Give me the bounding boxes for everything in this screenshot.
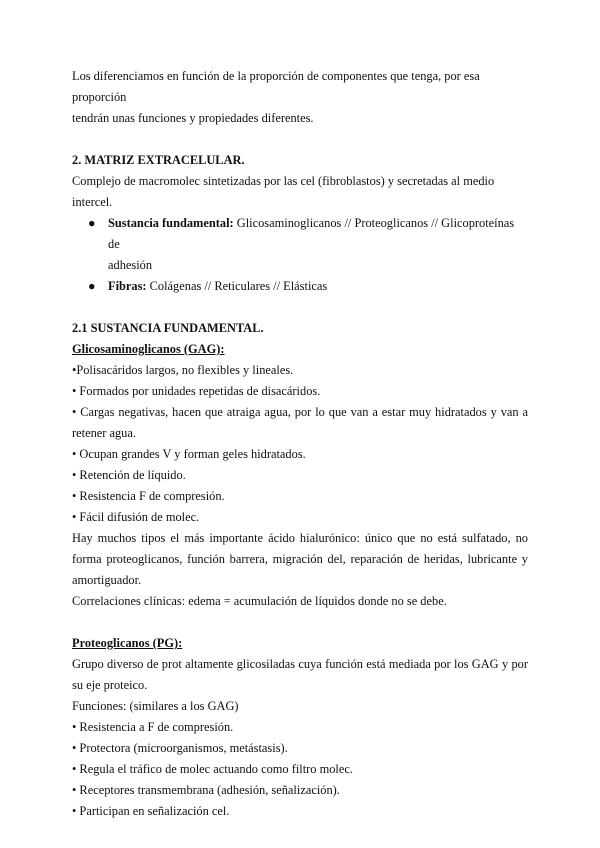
list-item-text: Glicosaminoglicanos // Proteoglicanos // Glicoproteínas de [108,216,515,251]
list-item [72,213,528,276]
gag-bullet: • Fácil difusión de molec. [72,510,200,524]
pg-description: Grupo diverso de prot altamente glicosiladas cuya función está mediada por los GAG y por su eje proteico. [72,657,528,692]
spacer [72,129,528,150]
gag-title: Glicosaminoglicanos (GAG): [72,342,225,356]
pg-bullet: • Regula el tráfico de molec actuando como filtro molec. [72,762,353,776]
page-content [72,66,528,822]
section-2-description: Complejo de macromolec sintetizadas por las cel (fibroblastos) y secretadas al medio intercel. [72,174,495,209]
pg-bullet: • Receptores transmembrana (adhesión, señalización). [72,783,340,797]
bullet-icon: ● [88,216,96,230]
bullet-icon: ● [88,279,96,293]
gag-bullet: • Ocupan grandes V y forman geles hidratados. [72,447,306,461]
pg-bullet: • Protectora (microorganismos, metástasis). [72,741,288,755]
gag-bullet: • Retención de líquido. [72,468,186,482]
gag-clinical: Correlaciones clínicas: edema = acumulación de líquidos donde no se debe. [72,594,447,608]
list-item-text-cont: adhesión [108,258,153,272]
intro-line-1: Los diferenciamos en función de la proporción de componentes que tenga, por esa proporción [72,69,480,104]
list-item [72,276,528,297]
spacer [72,612,528,633]
pg-functions-label: Funciones: (similares a los GAG) [72,699,239,713]
gag-bullet: • Cargas negativas, hacen que atraiga agua, por lo que van a estar muy hidratados y van a retener agua. [72,405,528,440]
list-item-label: Fibras: [108,279,147,293]
gag-paragraph: Hay muchos tipos el más importante ácido hialurónico: único que no está sulfatado, no forma proteoglicanos, función barrera, migración del, reparación de heridas, lubricante y amortiguador. [72,531,528,587]
section-2-1-title: 2.1 SUSTANCIA FUNDAMENTAL. [72,321,264,335]
pg-title: Proteoglicanos (PG): [72,636,183,650]
gag-bullet: • Resistencia F de compresión. [72,489,225,503]
section-2-list [72,213,528,297]
pg-bullet: • Participan en señalización cel. [72,804,230,818]
gag-bullet: • Formados por unidades repetidas de disacáridos. [72,384,321,398]
list-item-label: Sustancia fundamental: [108,216,234,230]
spacer [72,297,528,318]
gag-bullet: •Polisacáridos largos, no flexibles y lineales. [72,363,294,377]
pg-bullet: • Resistencia a F de compresión. [72,720,234,734]
section-2-title: 2. MATRIZ EXTRACELULAR. [72,153,245,167]
list-item-text: Colágenas // Reticulares // Elásticas [149,279,328,293]
intro-line-2: tendrán unas funciones y propiedades diferentes. [72,111,314,125]
